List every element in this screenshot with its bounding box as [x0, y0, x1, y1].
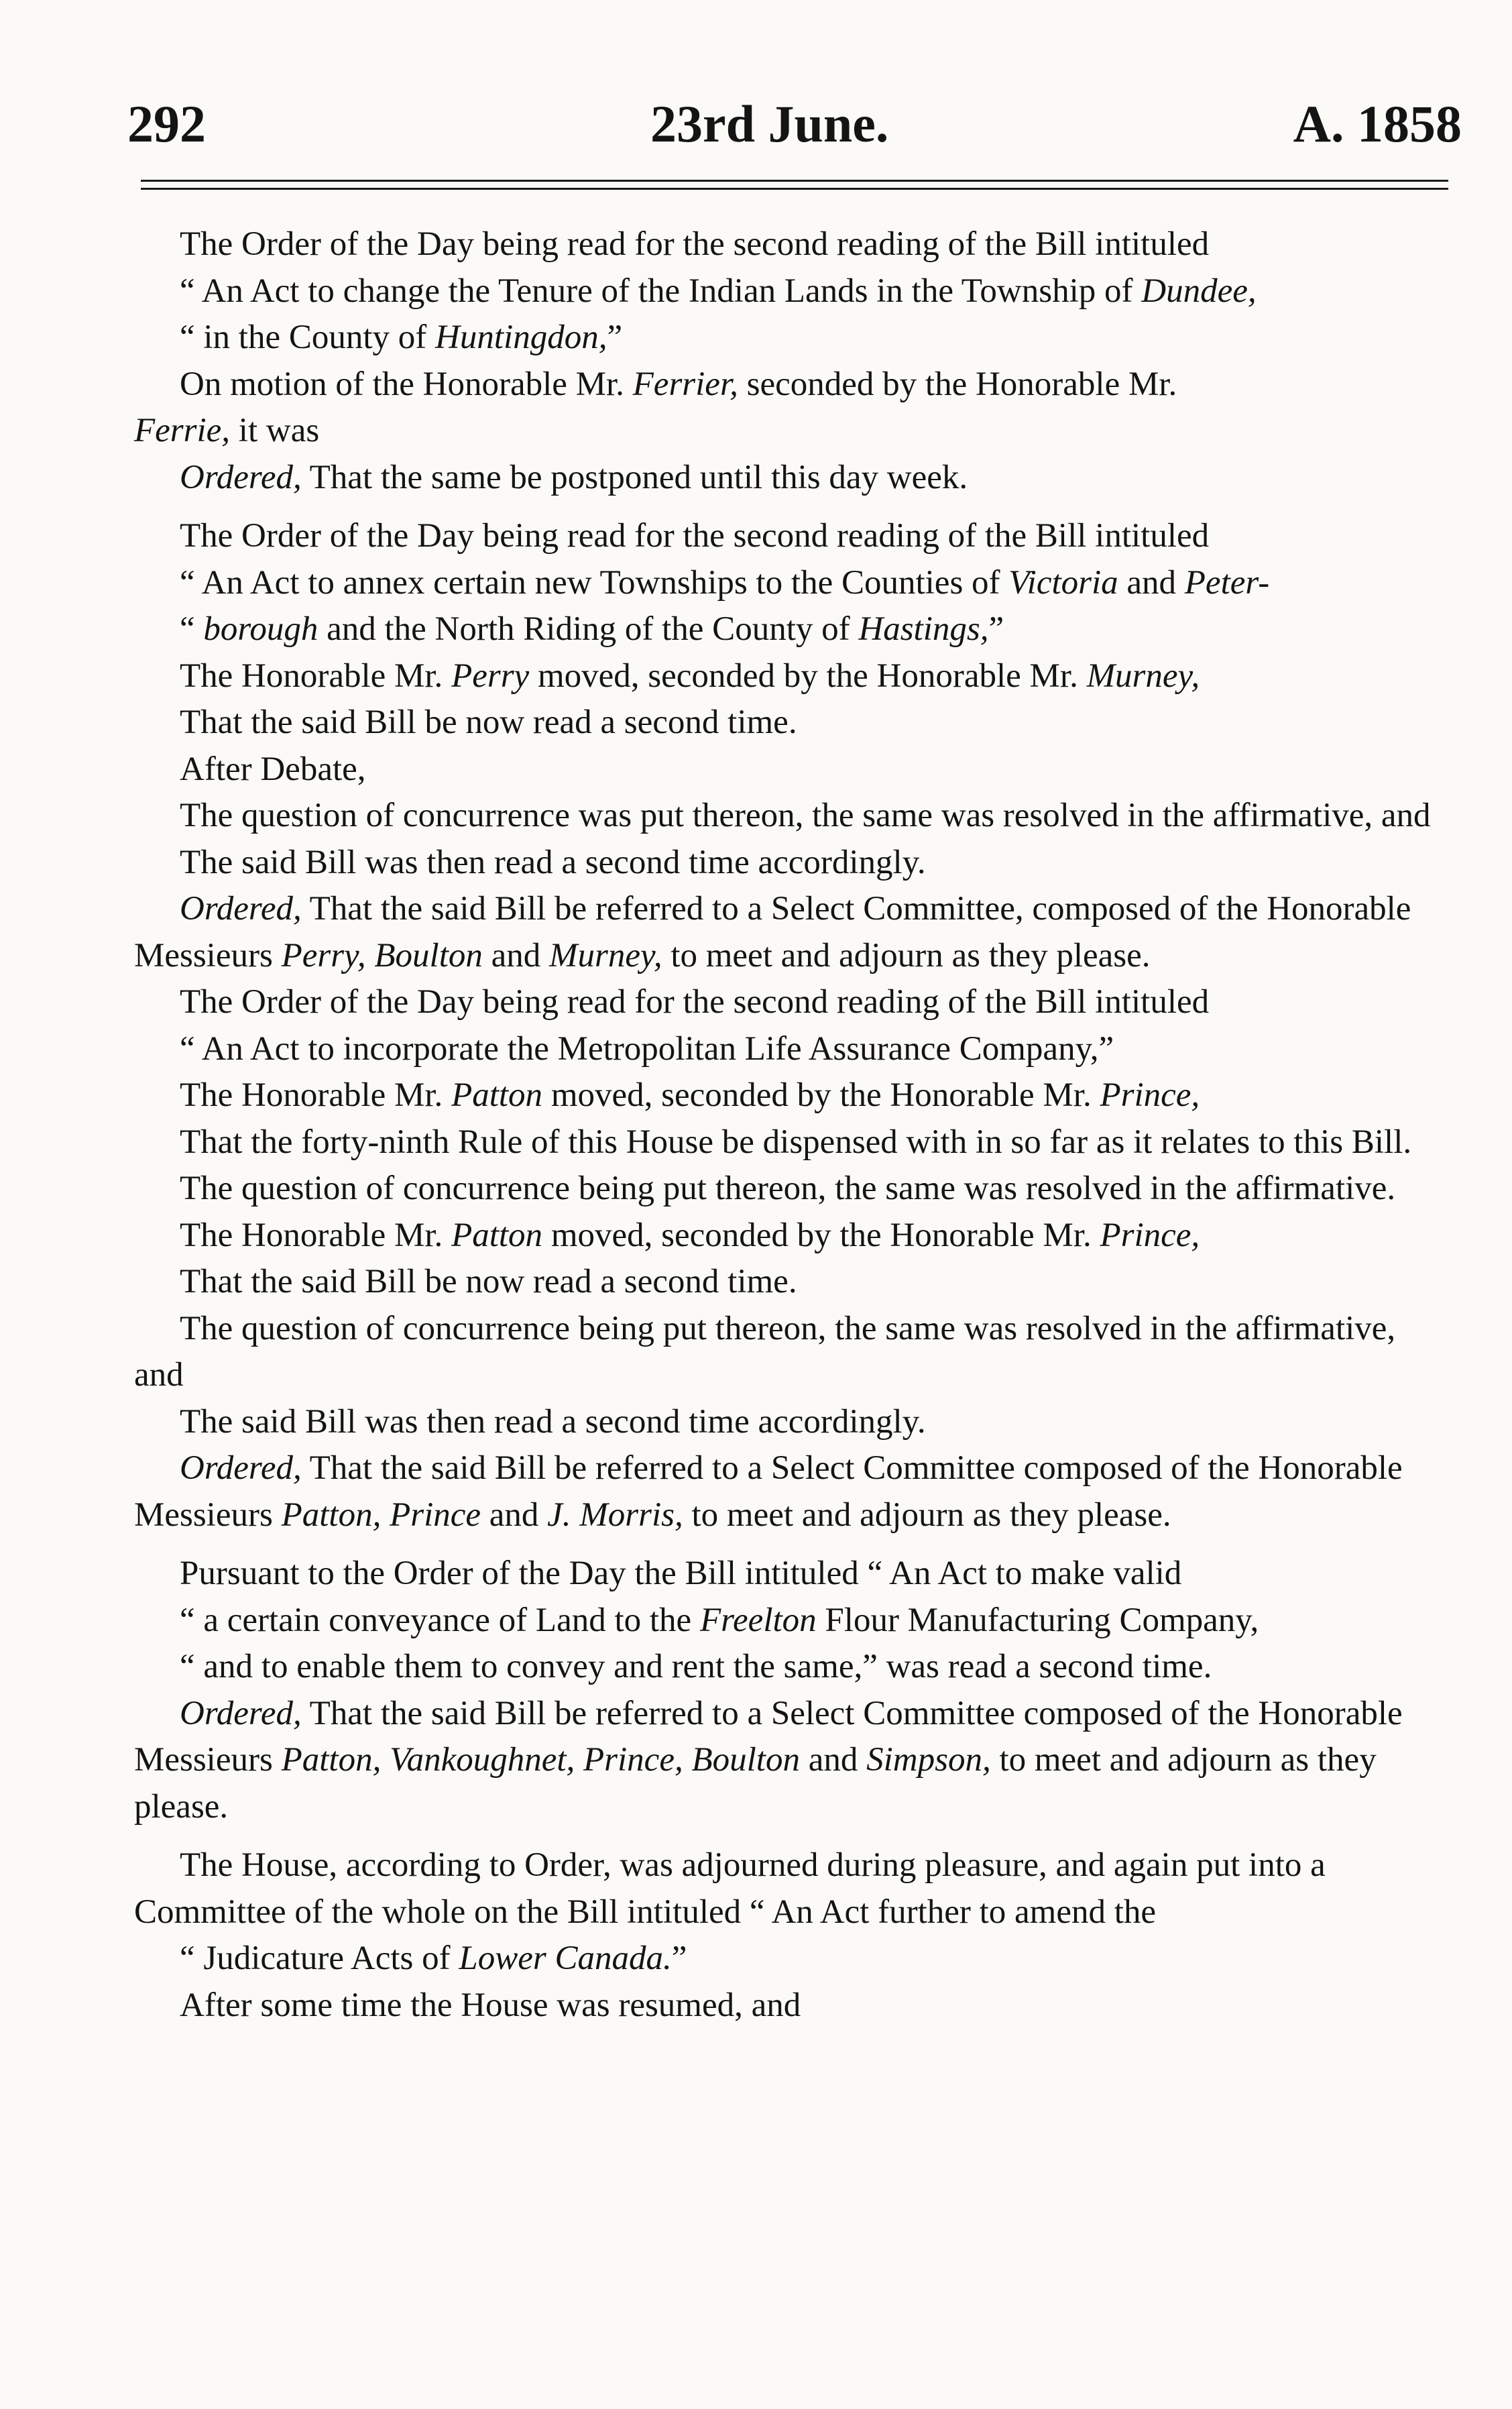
paragraph [134, 315, 1448, 361]
paragraph [134, 699, 1448, 746]
text: After Debate, [180, 750, 366, 788]
text: That the same be postponed until this day week. [309, 458, 968, 496]
ordered-label: Ordered, [180, 890, 302, 928]
text: The said Bill was then read a second time accordingly. [180, 843, 926, 881]
entry-judicature-acts [134, 1842, 1448, 2029]
paragraph [134, 886, 1448, 979]
text: “ in the County of [180, 319, 427, 356]
text: That the said Bill be referred to a Select Committee, composed of the Honorable Messieurs [134, 890, 1411, 974]
ordered-label: Ordered, [180, 1449, 302, 1487]
text: That the said Bill be now read a second time. [180, 1263, 797, 1300]
place-name: Huntingdon, [435, 319, 607, 356]
paragraph [134, 1691, 1448, 1831]
text: and [489, 1496, 539, 1534]
paragraph [134, 1644, 1448, 1691]
text: Pursuant to the Order of the Day the Bill intituled “ An Act to make valid [180, 1555, 1182, 1592]
member-name: Patton, Prince [281, 1496, 481, 1534]
paragraph [134, 1119, 1448, 1166]
text: “ An Act to annex certain new Townships to the Counties of [180, 563, 1000, 602]
text: The Order of the Day being read for the second reading of the Bill intituled [180, 983, 1210, 1021]
paragraph [134, 1026, 1448, 1073]
member-name: J. Morris, [547, 1496, 683, 1534]
paragraph [134, 1842, 1448, 1936]
member-name: Perry [451, 657, 530, 695]
place-name: Victoria [1008, 563, 1118, 602]
member-name: Prince, [1100, 1216, 1200, 1254]
paragraph [134, 746, 1448, 793]
paragraph [134, 1598, 1448, 1644]
paragraph [134, 1936, 1448, 1982]
text: The Honorable Mr. [180, 1076, 443, 1114]
text: The Order of the Day being read for the second reading of the Bill intituled [180, 517, 1210, 555]
paragraph [134, 455, 1448, 502]
place-name: Dundee, [1141, 272, 1257, 310]
member-name: Murney, [549, 936, 662, 974]
text: and [491, 936, 541, 974]
text: The Order of the Day being read for the second reading of the Bill intituled [180, 225, 1210, 263]
paragraph [134, 840, 1448, 887]
text: The House, according to Order, was adjourned during pleasure, and again put into a Committee of the whole on the Bill intituled “ An Act further to amend the [134, 1846, 1326, 1931]
paragraph [134, 793, 1448, 840]
text: The said Bill was then read a second time accordingly. [180, 1402, 926, 1441]
text: That the said Bill be now read a second time. [180, 704, 797, 741]
text: to meet and adjourn as they please. [134, 1741, 1377, 1826]
place-name: Peter- [1184, 563, 1270, 602]
text: The question of concurrence was put thereon, the same was resolved in the affirmative, and [180, 797, 1431, 834]
header-rule-bottom [141, 188, 1448, 190]
text: and [1126, 563, 1177, 602]
text: and [808, 1741, 858, 1779]
paragraph [134, 1445, 1448, 1538]
ordered-label: Ordered, [180, 1694, 302, 1732]
text: That the forty-ninth Rule of this House be dispensed with in so far as it relates to this Bill. [180, 1123, 1412, 1161]
text: seconded by the Honorable Mr. [746, 365, 1177, 403]
member-name: Ferrier, [632, 365, 738, 403]
header-year: A. 1858 [1293, 95, 1462, 153]
paragraph [134, 1213, 1448, 1259]
text: “ and to enable them to convey and rent the same,” was read a second time. [180, 1648, 1212, 1685]
paragraph [134, 1259, 1448, 1306]
paragraph [134, 513, 1448, 560]
paragraph [134, 1166, 1448, 1213]
text: to meet and adjourn as they please. [691, 1496, 1171, 1534]
text: The Honorable Mr. [180, 657, 443, 695]
text: moved, seconded by the Honorable Mr. [550, 1076, 1092, 1114]
text: “ An Act to change the Tenure of the Indian Lands in the Township of [180, 272, 1133, 310]
text: it was [238, 412, 320, 449]
paragraph [134, 606, 1448, 653]
entry-dundee-bill [134, 221, 1448, 501]
text: That the said Bill be referred to a Select Committee composed of the Honorable Messieurs [134, 1449, 1403, 1534]
text: ” [607, 319, 623, 356]
place-name: Lower Canada. [459, 1940, 672, 1977]
text: “ [180, 610, 195, 648]
place-name: Freelton [699, 1601, 817, 1639]
member-name: Prince, [1100, 1076, 1200, 1114]
page-header [127, 87, 1462, 161]
text: That the said Bill be referred to a Select Committee composed of the Honorable Messieurs [134, 1694, 1403, 1779]
text: “ a certain conveyance of Land to the [180, 1601, 692, 1639]
paragraph [134, 653, 1448, 700]
page-body [134, 221, 1448, 2029]
paragraph [134, 221, 1448, 268]
member-name: Simpson, [866, 1741, 991, 1779]
paragraph [134, 560, 1448, 607]
text: to meet and adjourn as they please. [671, 936, 1151, 974]
text: and the North Riding of the County of [327, 610, 850, 648]
text: The question of concurrence being put thereon, the same was resolved in the affirmative. [180, 1170, 1396, 1207]
place-name: borough [203, 610, 318, 648]
text: “ An Act to incorporate the Metropolitan Life Assurance Company,” [180, 1029, 1114, 1068]
text: moved, seconded by the Honorable Mr. [537, 657, 1078, 695]
ordered-label: Ordered, [180, 458, 302, 496]
paragraph [134, 1551, 1448, 1598]
member-name: Patton [451, 1076, 543, 1114]
member-name: Murney, [1086, 657, 1200, 695]
member-name: Patton, Vankoughnet, Prince, Boulton [281, 1741, 800, 1779]
header-rule-top [141, 180, 1448, 182]
paragraph [134, 1072, 1448, 1119]
text: On motion of the Honorable Mr. [180, 365, 624, 403]
entry-metropolitan-bill [134, 979, 1448, 1538]
member-name: Perry, Boulton [281, 936, 483, 974]
text: ” [671, 1940, 687, 1977]
paragraph [134, 1306, 1448, 1399]
paragraph [134, 408, 1448, 455]
text: ” [988, 610, 1004, 648]
entry-freelton-bill [134, 1551, 1448, 1830]
page-number: 292 [127, 95, 206, 153]
header-date: 23rd June. [650, 95, 889, 153]
paragraph [134, 361, 1448, 408]
text: moved, seconded by the Honorable Mr. [550, 1216, 1092, 1254]
member-name: Patton [451, 1216, 543, 1254]
paragraph [134, 268, 1448, 315]
place-name: Hastings, [858, 610, 989, 648]
text: After some time the House was resumed, and [180, 1986, 801, 2024]
paragraph [134, 979, 1448, 1026]
entry-townships-bill [134, 513, 1448, 979]
paragraph [134, 1982, 1448, 2029]
text: The Honorable Mr. [180, 1216, 443, 1254]
text: “ Judicature Acts of [180, 1940, 451, 1977]
text: The question of concurrence being put thereon, the same was resolved in the affirmative, and [134, 1309, 1396, 1394]
text: Flour Manufacturing Company, [825, 1601, 1259, 1639]
member-name: Ferrie, [134, 412, 231, 449]
paragraph [134, 1399, 1448, 1446]
